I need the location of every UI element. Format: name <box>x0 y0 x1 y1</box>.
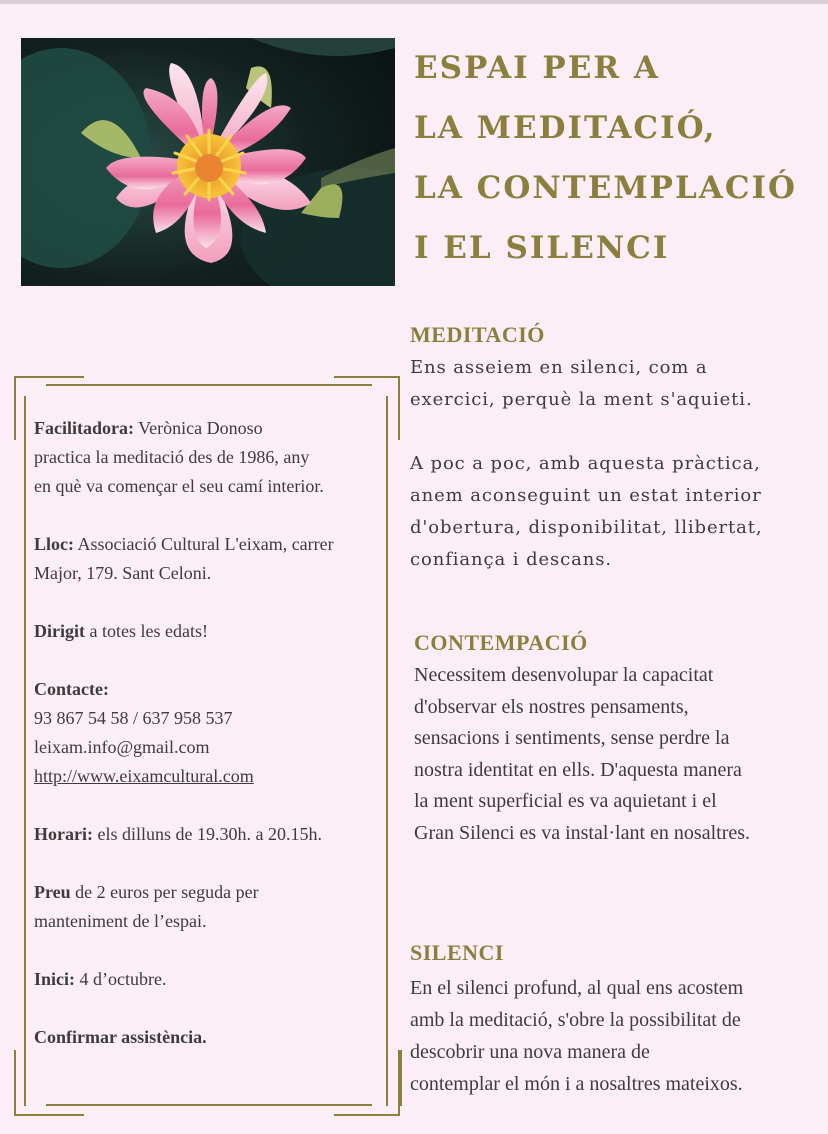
frame-corner-tr-v <box>398 376 400 440</box>
lloc-line <box>34 530 384 559</box>
facilitadora-detail: en què va començar el seu camí interior. <box>34 476 324 496</box>
silenci-heading: SILENCI <box>410 940 504 965</box>
preu-line <box>34 878 384 907</box>
text-line: Gran Silenci es va instal·lant en nosaltres. <box>414 821 751 844</box>
text-line: descobrir una nova manera de <box>410 1041 650 1063</box>
email-address: leixam.info@gmail.com <box>34 737 210 757</box>
website-link[interactable]: http://www.eixamcultural.com <box>34 766 254 786</box>
frame-corner-bl-h <box>14 1114 84 1116</box>
horari-label: Horari: <box>34 824 93 844</box>
top-divider <box>0 0 828 4</box>
text-line: d'obertura, disponibilitat, llibertat, <box>410 517 763 538</box>
text-line: la ment superficial es va aquietant i el <box>414 790 717 812</box>
lotus-flower-icon <box>21 38 395 286</box>
text-line: anem aconseguint un estat interior <box>410 485 762 506</box>
confirmar-label: Confirmar assistència. <box>34 1027 207 1047</box>
text-line: d'observar els nostres pensaments, <box>414 695 689 718</box>
facilitadora-line <box>34 414 384 443</box>
contemplacio-text <box>414 660 826 849</box>
frame-top-line <box>46 384 372 386</box>
inici-text: 4 d’octubre. <box>75 969 167 989</box>
preu-detail: manteniment de l’espai. <box>34 911 207 931</box>
spacer <box>34 936 384 965</box>
spacer <box>34 646 384 675</box>
text-line: confiança i descans. <box>410 549 613 570</box>
page-title <box>414 38 814 278</box>
text-line: nostra identitat en ells. D'aquesta manera <box>414 758 742 781</box>
horari-line <box>34 820 384 849</box>
lloc-detail: Major, 179. Sant Celoni. <box>34 563 212 583</box>
spacer <box>34 588 384 617</box>
phone-numbers: 93 867 54 58 / 637 958 537 <box>34 708 233 728</box>
preu-text: de 2 euros per seguda per <box>70 882 259 902</box>
spacer <box>34 791 384 820</box>
inici-line <box>34 965 384 994</box>
frame-corner-br-v <box>398 1050 400 1116</box>
confirmar-line <box>34 1023 384 1052</box>
text-line: A poc a poc, amb aquesta pràctica, <box>410 453 761 474</box>
dirigit-line <box>34 617 384 646</box>
contemplacio-heading: CONTEMPACIÓ <box>414 630 588 655</box>
preu-label: Preu <box>34 882 71 902</box>
facilitadora-label: Facilitadora: <box>34 418 134 438</box>
text-line <box>410 416 820 448</box>
contacte-line <box>34 675 384 704</box>
horari-text: els dilluns de 19.30h. a 20.15h. <box>92 824 322 844</box>
lloc-label: Lloc: <box>34 534 74 554</box>
meditacio-text <box>410 352 820 576</box>
silenci-bracket <box>400 1050 402 1106</box>
facilitadora-detail: practica la meditació des de 1986, any <box>34 447 310 467</box>
text-line: exercici, perquè la ment s'aquieti. <box>410 389 753 410</box>
frame-corner-tl-v <box>14 376 16 440</box>
frame-corner-br-h <box>334 1114 400 1116</box>
text-line: Ens asseiem en silenci, com a <box>410 357 708 378</box>
meditacio-heading: MEDITACIÓ <box>410 322 545 347</box>
title-line: ESPAI PER A <box>414 50 660 86</box>
spacer <box>34 501 384 530</box>
text-line: En el silenci profund, al qual ens acostem <box>410 977 744 999</box>
text-line: sensacions i sentiments, sense perdre la <box>414 727 730 749</box>
title-line: LA MEDITACIÓ, <box>414 110 717 146</box>
info-box <box>34 414 384 1052</box>
lotus-photo <box>21 38 395 286</box>
website-line <box>34 762 384 791</box>
frame-corner-bl-v <box>14 1050 16 1116</box>
frame-bottom-line <box>46 1104 372 1106</box>
frame-corner-tr-h <box>334 376 400 378</box>
text-line: contemplar el món i a nosaltres mateixos. <box>410 1073 743 1095</box>
spacer <box>34 994 384 1023</box>
contacte-label: Contacte: <box>34 679 109 699</box>
title-line: LA CONTEMPLACIÓ <box>414 170 798 206</box>
text-line: Necessitem desenvolupar la capacitat <box>414 664 714 686</box>
text-line: amb la meditació, s'obre la possibilitat de <box>410 1009 741 1031</box>
frame-right-line <box>386 396 388 1106</box>
dirigit-label: Dirigit <box>34 621 85 641</box>
title-line: I EL SILENCI <box>414 230 670 266</box>
facilitadora-name: Verònica Donoso <box>133 418 263 438</box>
dirigit-text: a totes les edats! <box>85 621 208 641</box>
lloc-address: Associació Cultural L'eixam, carrer <box>74 534 334 554</box>
silenci-text <box>410 972 822 1100</box>
inici-label: Inici: <box>34 969 76 989</box>
frame-left-line <box>24 396 26 1106</box>
spacer <box>34 849 384 878</box>
frame-corner-tl-h <box>14 376 84 378</box>
